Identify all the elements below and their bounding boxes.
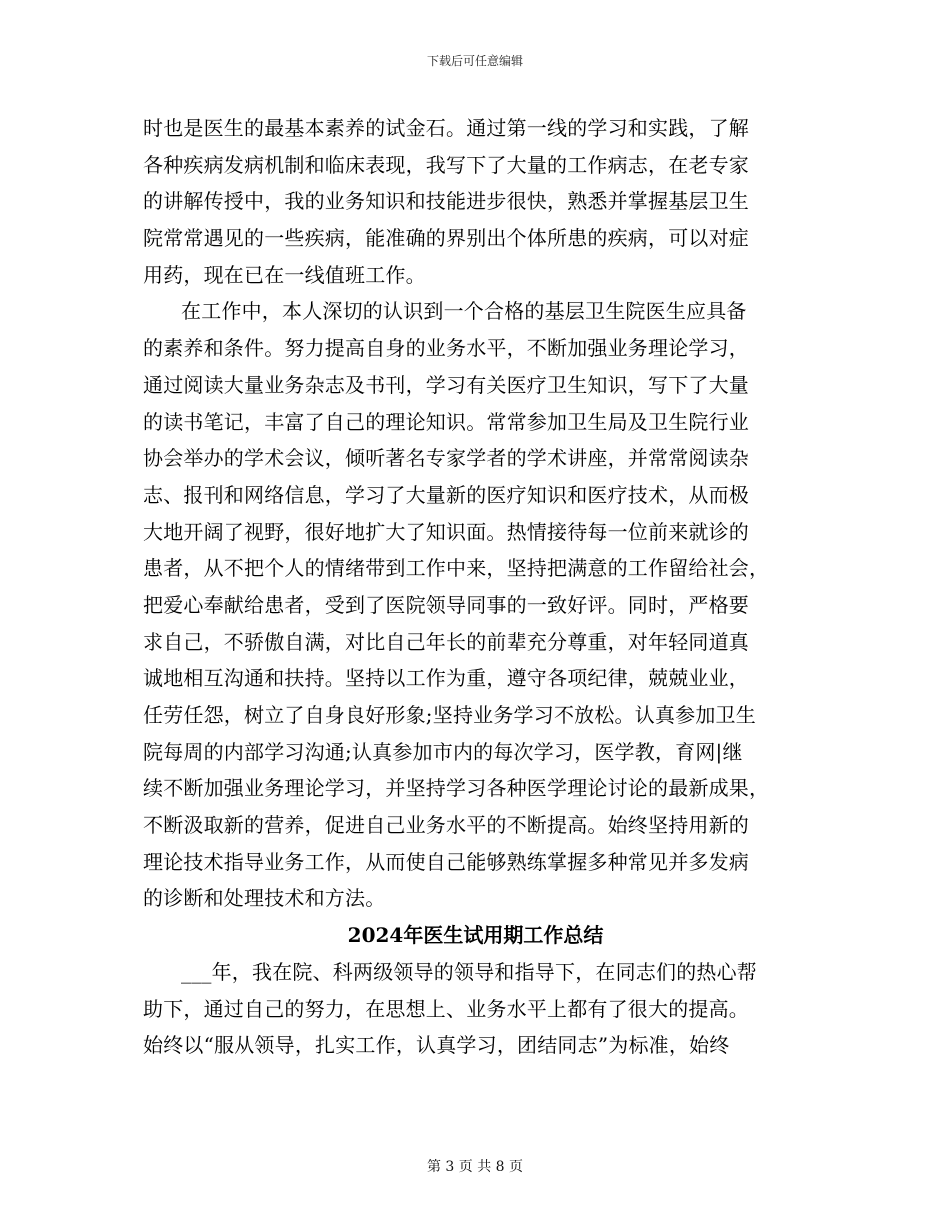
text-line: 求自己，不骄傲自满，对比自己年长的前辈充分尊重，对年轻同道真 (143, 629, 749, 654)
text-line: 院常常遇见的一些疾病，能准确的界别出个体所患的疾病，可以对症 (143, 226, 749, 251)
document-body (143, 110, 808, 1064)
text-line: 通过阅读大量业务杂志及书刊，学习有关医疗卫生知识，写下了大量 (143, 372, 749, 397)
text-line: 不断汲取新的营养，促进自己业务水平的不断提高。始终坚持用新的 (143, 813, 749, 838)
text-line: 诚地相互沟通和扶持。坚持以工作为重，遵守各项纪律，兢兢业业， (143, 666, 749, 691)
text-line: 协会举办的学术会议，倾听著名专家学者的学术讲座，并常常阅读杂 (143, 446, 749, 471)
text-line: 院每周的内部学习沟通;认真参加市内的每次学习，医学教，育网|继 (143, 739, 743, 764)
text-line: 的诊断和处理技术和方法。 (143, 886, 386, 911)
section-title: 2024年医生试用期工作总结 (347, 923, 604, 948)
text-line: 在工作中，本人深切的认识到一个合格的基层卫生院医生应具备 (181, 299, 747, 324)
page-footer: 第 3 页 共 8 页 (426, 1159, 524, 1175)
text-line: ___年，我在院、科两级领导的领导和指导下，在同志们的热心帮 (181, 959, 757, 984)
text-line: 续不断加强业务理论学习，并坚持学习各种医学理论讨论的最新成果， (143, 776, 770, 801)
text-line: 的素养和条件。努力提高自身的业务水平，不断加强业务理论学习， (143, 336, 749, 361)
text-line: 始终以“服从领导，扎实工作，认真学习，团结同志”为标准，始终 (143, 1033, 730, 1058)
text-line: 的讲解传授中，我的业务知识和技能进步很快，熟悉并掌握基层卫生 (143, 189, 749, 214)
text-line: 用药，现在已在一线值班工作。 (143, 262, 426, 287)
text-line: 大地开阔了视野，很好地扩大了知识面。热情接待每一位前来就诊的 (143, 519, 749, 544)
text-line: 各种疾病发病机制和临床表现，我写下了大量的工作病志，在老专家 (143, 152, 749, 177)
text-line: 的读书笔记，丰富了自己的理论知识。常常参加卫生局及卫生院行业 (143, 409, 749, 434)
text-line: 志、报刊和网络信息，学习了大量新的医疗知识和医疗技术，从而极 (143, 482, 749, 507)
page-header: 下载后可任意编辑 (426, 54, 523, 68)
text-line: 任劳任怨，树立了自身良好形象;坚持业务学习不放松。认真参加卫生 (143, 703, 756, 727)
text-line: 患者，从不把个人的情绪带到工作中来，坚持把满意的工作留给社会， (143, 556, 770, 581)
text-line: 理论技术指导业务工作，从而使自己能够熟练掌握多种常见并多发病 (143, 849, 749, 874)
text-line: 助下，通过自己的努力，在思想上、业务水平上都有了很大的提高。 (143, 996, 749, 1021)
text-line: 把爱心奉献给患者，受到了医院领导同事的一致好评。同时，严格要 (143, 592, 749, 617)
text-line: 时也是医生的最基本素养的试金石。通过第一线的学习和实践，了解 (143, 116, 749, 140)
